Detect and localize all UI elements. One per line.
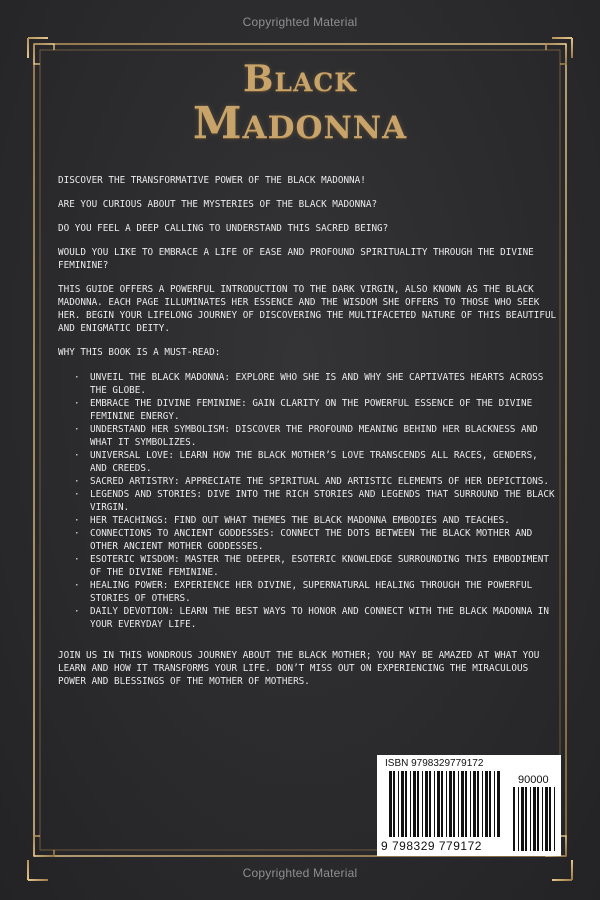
barcode-box — [377, 755, 561, 856]
intro-2: ARE YOU CURIOUS ABOUT THE MYSTERIES OF THE BLACK MADONNA? — [58, 199, 378, 210]
list-item: · SACRED ARTISTRY: APPRECIATE THE SPIRITUAL AND ARTISTIC ELEMENTS OF HER DEPICTIONS. — [58, 475, 558, 488]
watermark-bottom: Copyrighted Material — [242, 866, 358, 880]
barcode-digits: 9 798329 779172 — [381, 839, 482, 853]
list-item: · HEALING POWER: EXPERIENCE HER DIVINE, SUPERNATURAL HEALING THROUGH THE POWERFUL STORIES OF OTHERS. — [58, 579, 558, 605]
intro-1: DISCOVER THE TRANSFORMATIVE POWER OF THE BLACK MADONNA! — [58, 175, 366, 186]
list-item: · DAILY DEVOTION: LEARN THE BEST WAYS TO HONOR AND CONNECT WITH THE BLACK MADONNA IN YOUR EVERYDAY LIFE. — [58, 605, 558, 631]
description — [58, 174, 558, 699]
benefit-list — [58, 371, 558, 631]
intro-3: DO YOU FEEL A DEEP CALLING TO UNDERSTAND THIS SACRED BEING? — [58, 223, 389, 234]
price-code: 90000 — [518, 774, 549, 786]
list-item: · UNVEIL THE BLACK MADONNA: EXPLORE WHO SHE IS AND WHY SHE CAPTIVATES HEARTS ACROSS THE GLOBE. — [58, 371, 558, 397]
isbn-label: ISBN 9798329779172 — [385, 758, 484, 769]
list-item: · EMBRACE THE DIVINE FEMININE: GAIN CLARITY ON THE POWERFUL ESSENCE OF THE DIVINE FEMININE ENERGY. — [58, 397, 558, 423]
title-line-2: Madonna — [192, 98, 408, 149]
intro-4: WOULD YOU LIKE TO EMBRACE A LIFE OF EASE AND PROFOUND SPIRITUALITY THROUGH THE DIVINE FEMININE? — [58, 247, 534, 271]
watermark-top: Copyrighted Material — [242, 15, 358, 29]
list-item: · HER TEACHINGS: FIND OUT WHAT THEMES THE BLACK MADONNA EMBODIES AND TEACHES. — [58, 514, 558, 527]
list-item: · UNIVERSAL LOVE: LEARN HOW THE BLACK MOTHER’S LOVE TRANSCENDS ALL RACES, GENDERS, AND CREEDS. — [58, 449, 558, 475]
intro-5: THIS GUIDE OFFERS A POWERFUL INTRODUCTION TO THE DARK VIRGIN, ALSO KNOWN AS THE BLACK MADONNA. EACH PAGE ILLUMINATES HER ESSENCE AND THE WISDOM SHE OFFERS TO THOSE WHO SEEK HER. BEGIN YOUR LIFELONG JOURNEY OF DISCOVERING THE MULTIFACETED NATURE OF THIS BEAUTIFUL AND ENIGMATIC DEITY. — [58, 284, 557, 334]
list-item: · ESOTERIC WISDOM: MASTER THE DEEPER, ESOTERIC KNOWLEDGE SURROUNDING THIS EMBODIMENT OF THE DIVINE FEMININE. — [58, 553, 558, 579]
list-item: · LEGENDS AND STORIES: DIVE INTO THE RICH STORIES AND LEGENDS THAT SURROUND THE BLACK VIRGIN. — [58, 488, 558, 514]
closing-paragraph: JOIN US IN THIS WONDROUS JOURNEY ABOUT THE BLACK MOTHER; YOU MAY BE AMAZED AT WHAT YOU LEARN AND HOW IT TRANSFORMS YOUR LIFE. DON’T MISS OUT ON EXPERIENCING THE MIRACULOUS POWER AND BLESSINGS OF THE MOTHER OF MOTHERS. — [58, 650, 540, 687]
list-item: · CONNECTIONS TO ANCIENT GODDESSES: CONNECT THE DOTS BETWEEN THE BLACK MOTHER AND OTHER ANCIENT MOTHER GODDESSES. — [58, 527, 558, 553]
why-heading: WHY THIS BOOK IS A MUST-READ: — [58, 347, 221, 358]
title-line-1: Black — [242, 58, 358, 100]
list-item: · UNDERSTAND HER SYMBOLISM: DISCOVER THE PROFOUND MEANING BEHIND HER BLACKNESS AND WHAT IT SYMBOLIZES. — [58, 423, 558, 449]
